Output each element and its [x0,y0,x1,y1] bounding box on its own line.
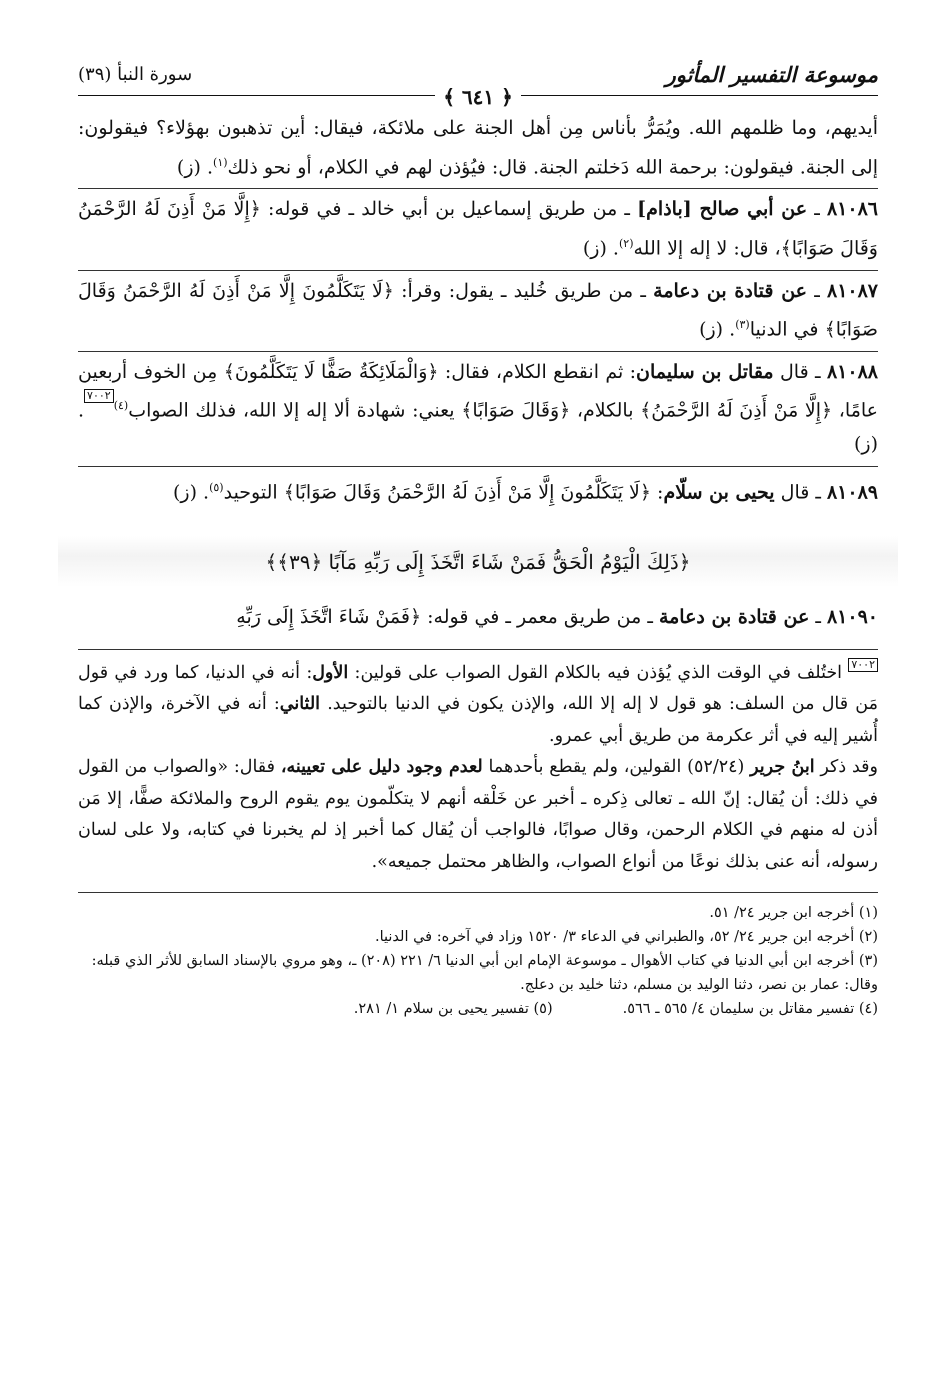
entry-number: ٨١٠٨٧ [826,279,879,302]
text: مِن الخوف أربعين عامًا، [78,360,879,422]
entry-divider [78,466,878,467]
text: . (ز) [176,155,214,178]
bold-label: الثاني [279,694,321,715]
text: . (ز) [172,481,210,504]
verse-text: ﴿ذَلِكَ الْيَوْمُ الْحَقُّ فَمَنْ شَاءَ اتَّخَذَ إِلَى رَبِّهِ مَآبًا ﴿٣٩﴾﴾ [265,549,691,574]
text: يعني: شهادة ألا إله إلا الله، فذلك الصواب [128,399,462,422]
narrator: عن قتادة بن دعامة [653,279,808,302]
entry-81086: ٨١٠٨٦ ـ عن أبي صالح [باذام] ـ من طريق إسماعيل بن أبي خالد ـ في قوله: ﴿إِلَّا مَنْ أَذِنَ لَهُ الرَّحْمَنُ وَقَالَ صَوَابًا﴾، قال: لا إله إلا الله$^{(٢)}$. (ز) [78,198,878,260]
text: بالكلام، [570,399,641,422]
footnote-1: (١) أخرجه ابن جرير ٢٤/ ٥١. [709,905,878,922]
footnote-ref: (٤) [113,399,129,413]
narrator: يحيى بن سلّام [663,481,775,504]
bold-label: الأول [312,662,349,683]
entry-number: ٨١٠٩٠ [826,606,878,629]
entry-81089: ٨١٠٨٩ ـ قال يحيى بن سلّام: ﴿لَا يَتَكَلَّمُونَ إِلَّا مَنْ أَذِنَ لَهُ الرَّحْمَنُ وَقَالَ صَوَابًا﴾ التوحيد$^{(٥)}$. (ز) [172,480,878,504]
quran-quote: ﴿إِلَّا مَنْ أَذِنَ لَهُ الرَّحْمَنُ﴾ [640,399,833,422]
footnote-ref: (٥) [209,480,224,494]
footnote-divider [78,892,878,893]
page-header [78,60,878,109]
text: أيديهم، وما ظلمهم الله. ويُمَرُّ بأناس مِن أهل الجنة على ملائكة، فيقال: أين تذهبون بهؤلاء؟ فيقولون: إلى الجنة. فيقولون: برحمة الله دَخلتم الجنة. قال: فيُؤذن لهم في الكلام، أو نحو ذلك [78,117,878,178]
paragraph-continuation [78,112,878,184]
text: وقد ذكر [814,757,878,778]
bold-label: لعدم وجود دليل على تعيينه، [280,757,483,778]
text: ، قال: لا إله إلا الله [633,237,781,260]
text: : [651,481,664,504]
commentary-divider [78,649,878,650]
surah-title: سورة النبأ (٣٩) [78,64,193,85]
entry-number: ٨١٠٨٨ [826,360,878,383]
text: فقال: «والصواب من القول في ذلك: أن يُقال: إنّ الله ـ تعالى ذِكره ـ أخبر عن خَلْقه أنهم لا يتكلّمون يوم يقوم الروح والملائكة صفًّا، إلا مَن أذن له منهم في الكلام الرحمن، وقال صوابًا، فالواجب أن يُقال كما أخبر إذ لم يخبرنا في كتابه، ولا على لسان رسوله، أنه عنى بذلك نوعًا من أنواع الصواب، والظاهر محتمل جميعه». [78,757,878,872]
entry-divider [78,270,878,271]
footnote-ref: (٢) [618,236,634,250]
entry-81087: ٨١٠٨٧ ـ عن قتادة بن دعامة ـ من طريق خُليد ـ يقول: وقرأ: ﴿لَا يَتَكَلَّمُونَ إِلَّا مَنْ أَذِنَ لَهُ الرَّحْمَنُ وَقَالَ صَوَابًا﴾ في الدنيا$^{(٣)}$. (ز) [78,279,879,341]
text: . (ز) [699,318,736,341]
text: . (ز) [582,237,619,260]
bold-label: ابنُ جرير [750,757,815,778]
quran-quote: ﴿لَا يَتَكَلَّمُونَ إِلَّا مَنْ أَذِنَ لَهُ الرَّحْمَنُ وَقَالَ صَوَابًا﴾ [78,279,878,341]
quran-quote: ﴿فَمَنْ شَاءَ اتَّخَذَ إِلَى رَبِّهِ [236,606,422,629]
text: قال [773,360,809,383]
footnote-4: (٤) تفسير مقاتل بن سليمان ٤/ ٥٦٥ ـ ٥٦٦. [622,1001,878,1018]
footnote-ref: (٣) [735,318,750,332]
text: ـ من طريق إسماعيل بن أبي خالد ـ في قوله: [260,198,638,221]
verse-heading [58,536,898,588]
text: اختُلف في الوقت الذي يُؤذن فيه بالكلام القول الصواب على قولين: [348,662,849,683]
main-text [78,112,878,635]
text: . (ز) [78,399,878,456]
narrator: عن قتادة بن دعامة [658,606,810,629]
quran-quote: ﴿وَالْمَلَائِكَةُ صَفًّا لَا يَتَكَلَّمُونَ﴾ [223,360,439,383]
text: : أنه في الدنيا، كما ورد في قول مَن قال من السلف: هو قول لا إله إلا الله، والإذن يكون في الدنيا بالتوحيد. [78,662,878,715]
footnote-5: (٥) تفسير يحيى بن سلام ١/ ٢٨١. [353,1001,553,1018]
text: التوحيد [223,481,284,504]
quran-quote: ﴿إِلَّا مَنْ أَذِنَ لَهُ الرَّحْمَنُ وَقَالَ صَوَابًا﴾ [78,198,878,260]
footnote-row [78,997,878,1021]
entry-81090: ٨١٠٩٠ ـ عن قتادة بن دعامة ـ من طريق معمر ـ في قوله: ﴿فَمَنْ شَاءَ اتَّخَذَ إِلَى رَبِّهِ [236,606,878,629]
page-number-wrap [78,85,878,109]
book-title: موسوعة التفسير المأثور [665,62,878,87]
text: ـ من طريق خُليد ـ يقول: وقرأ: [393,279,654,302]
footnote-3: (٣) أخرجه ابن أبي الدنيا في كتاب الأهوال ـ موسوعة الإمام ابن أبي الدنيا ٦/ ٢٢١ (٢٠٨) ـ، وهو مروي بالإسناد السابق للأثر الذي قبله: وقال: عمار بن نصر، دثنا الوليد بن مسلم، دثنا خليد بن دعلج. [91,953,878,994]
document-page [78,60,878,1021]
entry-number: ٨١٠٨٩ [826,481,878,504]
text: قال [774,481,810,504]
narrator: عن أبي صالح [باذام] [637,198,808,221]
text: في الدنيا [749,318,825,341]
text: (٥٢/٢٤) القولين، ولم يقطع بأحدهما [482,757,751,778]
text: : ثم انقطع الكلام، فقال: [438,360,637,383]
commentary-para-1 [78,658,878,753]
narrator: مقاتل بن سليمان [636,360,774,383]
footnote-ref: (١) [213,155,228,169]
quran-quote: ﴿لَا يَتَكَلَّمُونَ إِلَّا مَنْ أَذِنَ لَهُ الرَّحْمَنُ وَقَالَ صَوَابًا﴾ [283,481,652,504]
commentary-ref-box: ٧٠٠٢ [848,658,878,672]
commentary-para-2 [78,752,878,878]
entry-divider [78,188,878,189]
entry-divider [78,351,878,352]
footnote-2: (٢) أخرجه ابن جرير ٢٤/ ٥٢، والطبراني في الدعاء ٣/ ١٥٢٠ وزاد في آخره: في الدنيا. [374,929,878,946]
commentary-block [78,658,878,879]
entry-number: ٨١٠٨٦ [826,198,878,221]
commentary-ref-box: ٧٠٠٢ [84,389,114,403]
footnotes [78,901,878,1021]
quran-quote: ﴿وَقَالَ صَوَابًا﴾ [461,399,571,422]
entry-81088: ٨١٠٨٨ ـ قال مقاتل بن سليمان: ثم انقطع الكلام، فقال: ﴿وَالْمَلَائِكَةُ صَفًّا لَا يَتَكَلَّمُونَ﴾ مِن الخوف أربعين عامًا، ﴿إِلَّا مَنْ أَذِنَ لَهُ الرَّحْمَنُ﴾ بالكلام، ﴿وَقَالَ صَوَابًا﴾ يعني: شهادة ألا إله إلا الله، فذلك الصواب$^{(٤)}$٧٠٠٢. (ز) [78,360,879,456]
text: ـ من طريق معمر ـ في قوله: [421,606,659,629]
text: : أنه في الآخرة، والإذن كما أُشير إليه في أثر عكرمة من طريق أبي عمرو. [78,694,878,746]
page-number: ﴿ ٦٤١ ﴾ [435,85,521,109]
